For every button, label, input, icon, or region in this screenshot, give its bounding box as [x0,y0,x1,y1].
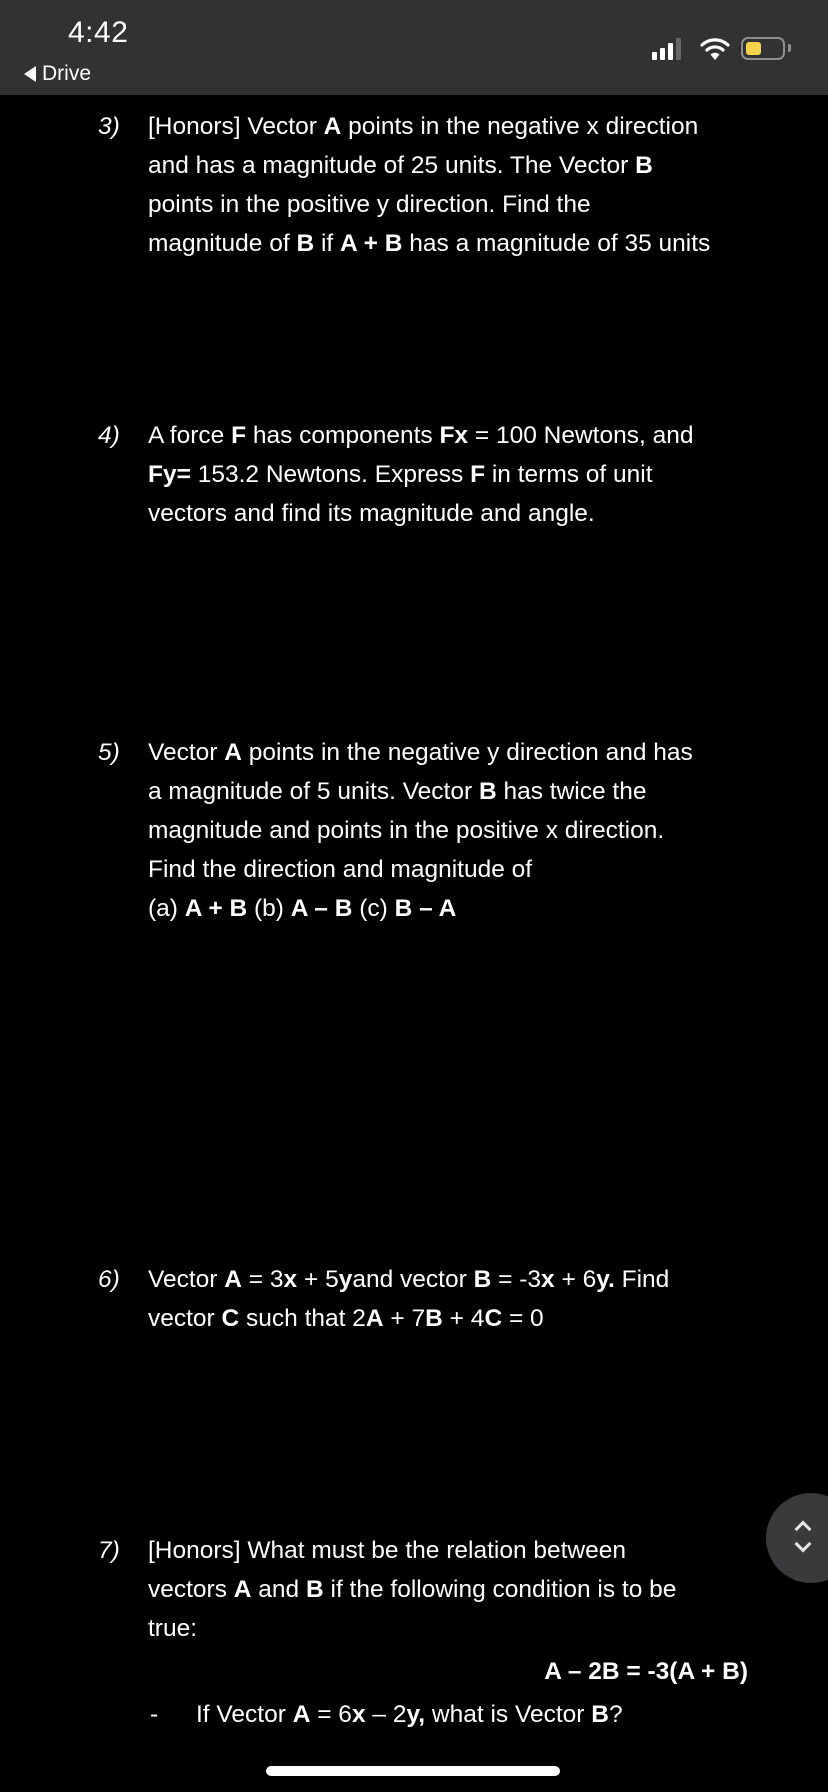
text-line: vectors A and B if the following condition is to be [148,1576,677,1603]
back-label: Drive [42,62,92,85]
clock-time: 4:42 [68,16,129,49]
home-indicator[interactable] [266,1766,560,1776]
text-line: Find the direction and magnitude of [148,856,533,883]
text-line: true: [148,1615,198,1642]
problem-number: 7) [98,1537,120,1564]
text-line: (a) A + B (b) A – B (c) B – A [148,895,457,922]
text-line: and has a magnitude of 25 units. The Vector B [148,152,653,179]
battery-icon [741,37,785,60]
text-line: A force F has components Fx = 100 Newtons, and [148,422,694,449]
text-line: vector C such that 2A + 7B + 4C = 0 [148,1305,544,1332]
battery-level [746,42,761,55]
subquestion-text: If Vector A = 6x – 2y, what is Vector B? [196,1701,623,1728]
text-line: a magnitude of 5 units. Vector B has twice the [148,778,647,805]
problem-number: 4) [98,422,120,449]
bullet-dash: - [150,1701,159,1728]
back-to-drive-button[interactable] [24,62,91,86]
problem-7-equation: A – 2B = -3(A + B) [544,1658,748,1685]
wifi-icon [700,36,730,62]
problem-text [148,733,788,928]
document-viewer [0,95,828,1792]
text-line: Fy= 153.2 Newtons. Express F in terms of unit [148,461,653,488]
text-line: Vector A points in the negative y direction and has [148,739,693,766]
chevron-down-icon[interactable] [795,1536,812,1553]
text-line: [Honors] What must be the relation between [148,1537,627,1564]
battery-cap [788,44,791,52]
text-line: magnitude and points in the positive x direction. [148,817,665,844]
problem-text [148,107,788,263]
status-bar [0,0,828,95]
problem-number: 5) [98,739,120,766]
text-line: points in the positive y direction. Find the [148,191,591,218]
text-line: Vector A = 3x + 5yand vector B = -3x + 6y. Find [148,1266,670,1293]
problem-text [148,416,788,533]
back-arrow-icon [24,66,36,82]
problem-number: 6) [98,1266,120,1293]
text-line: vectors and find its magnitude and angle. [148,500,595,527]
problem-text [148,1531,788,1648]
text-line: magnitude of B if A + B has a magnitude of 35 units [148,230,711,257]
problem-text [148,1260,788,1338]
signal-icon [652,38,681,60]
text-line: [Honors] Vector A points in the negative x direction [148,113,699,140]
problem-number: 3) [98,113,120,140]
